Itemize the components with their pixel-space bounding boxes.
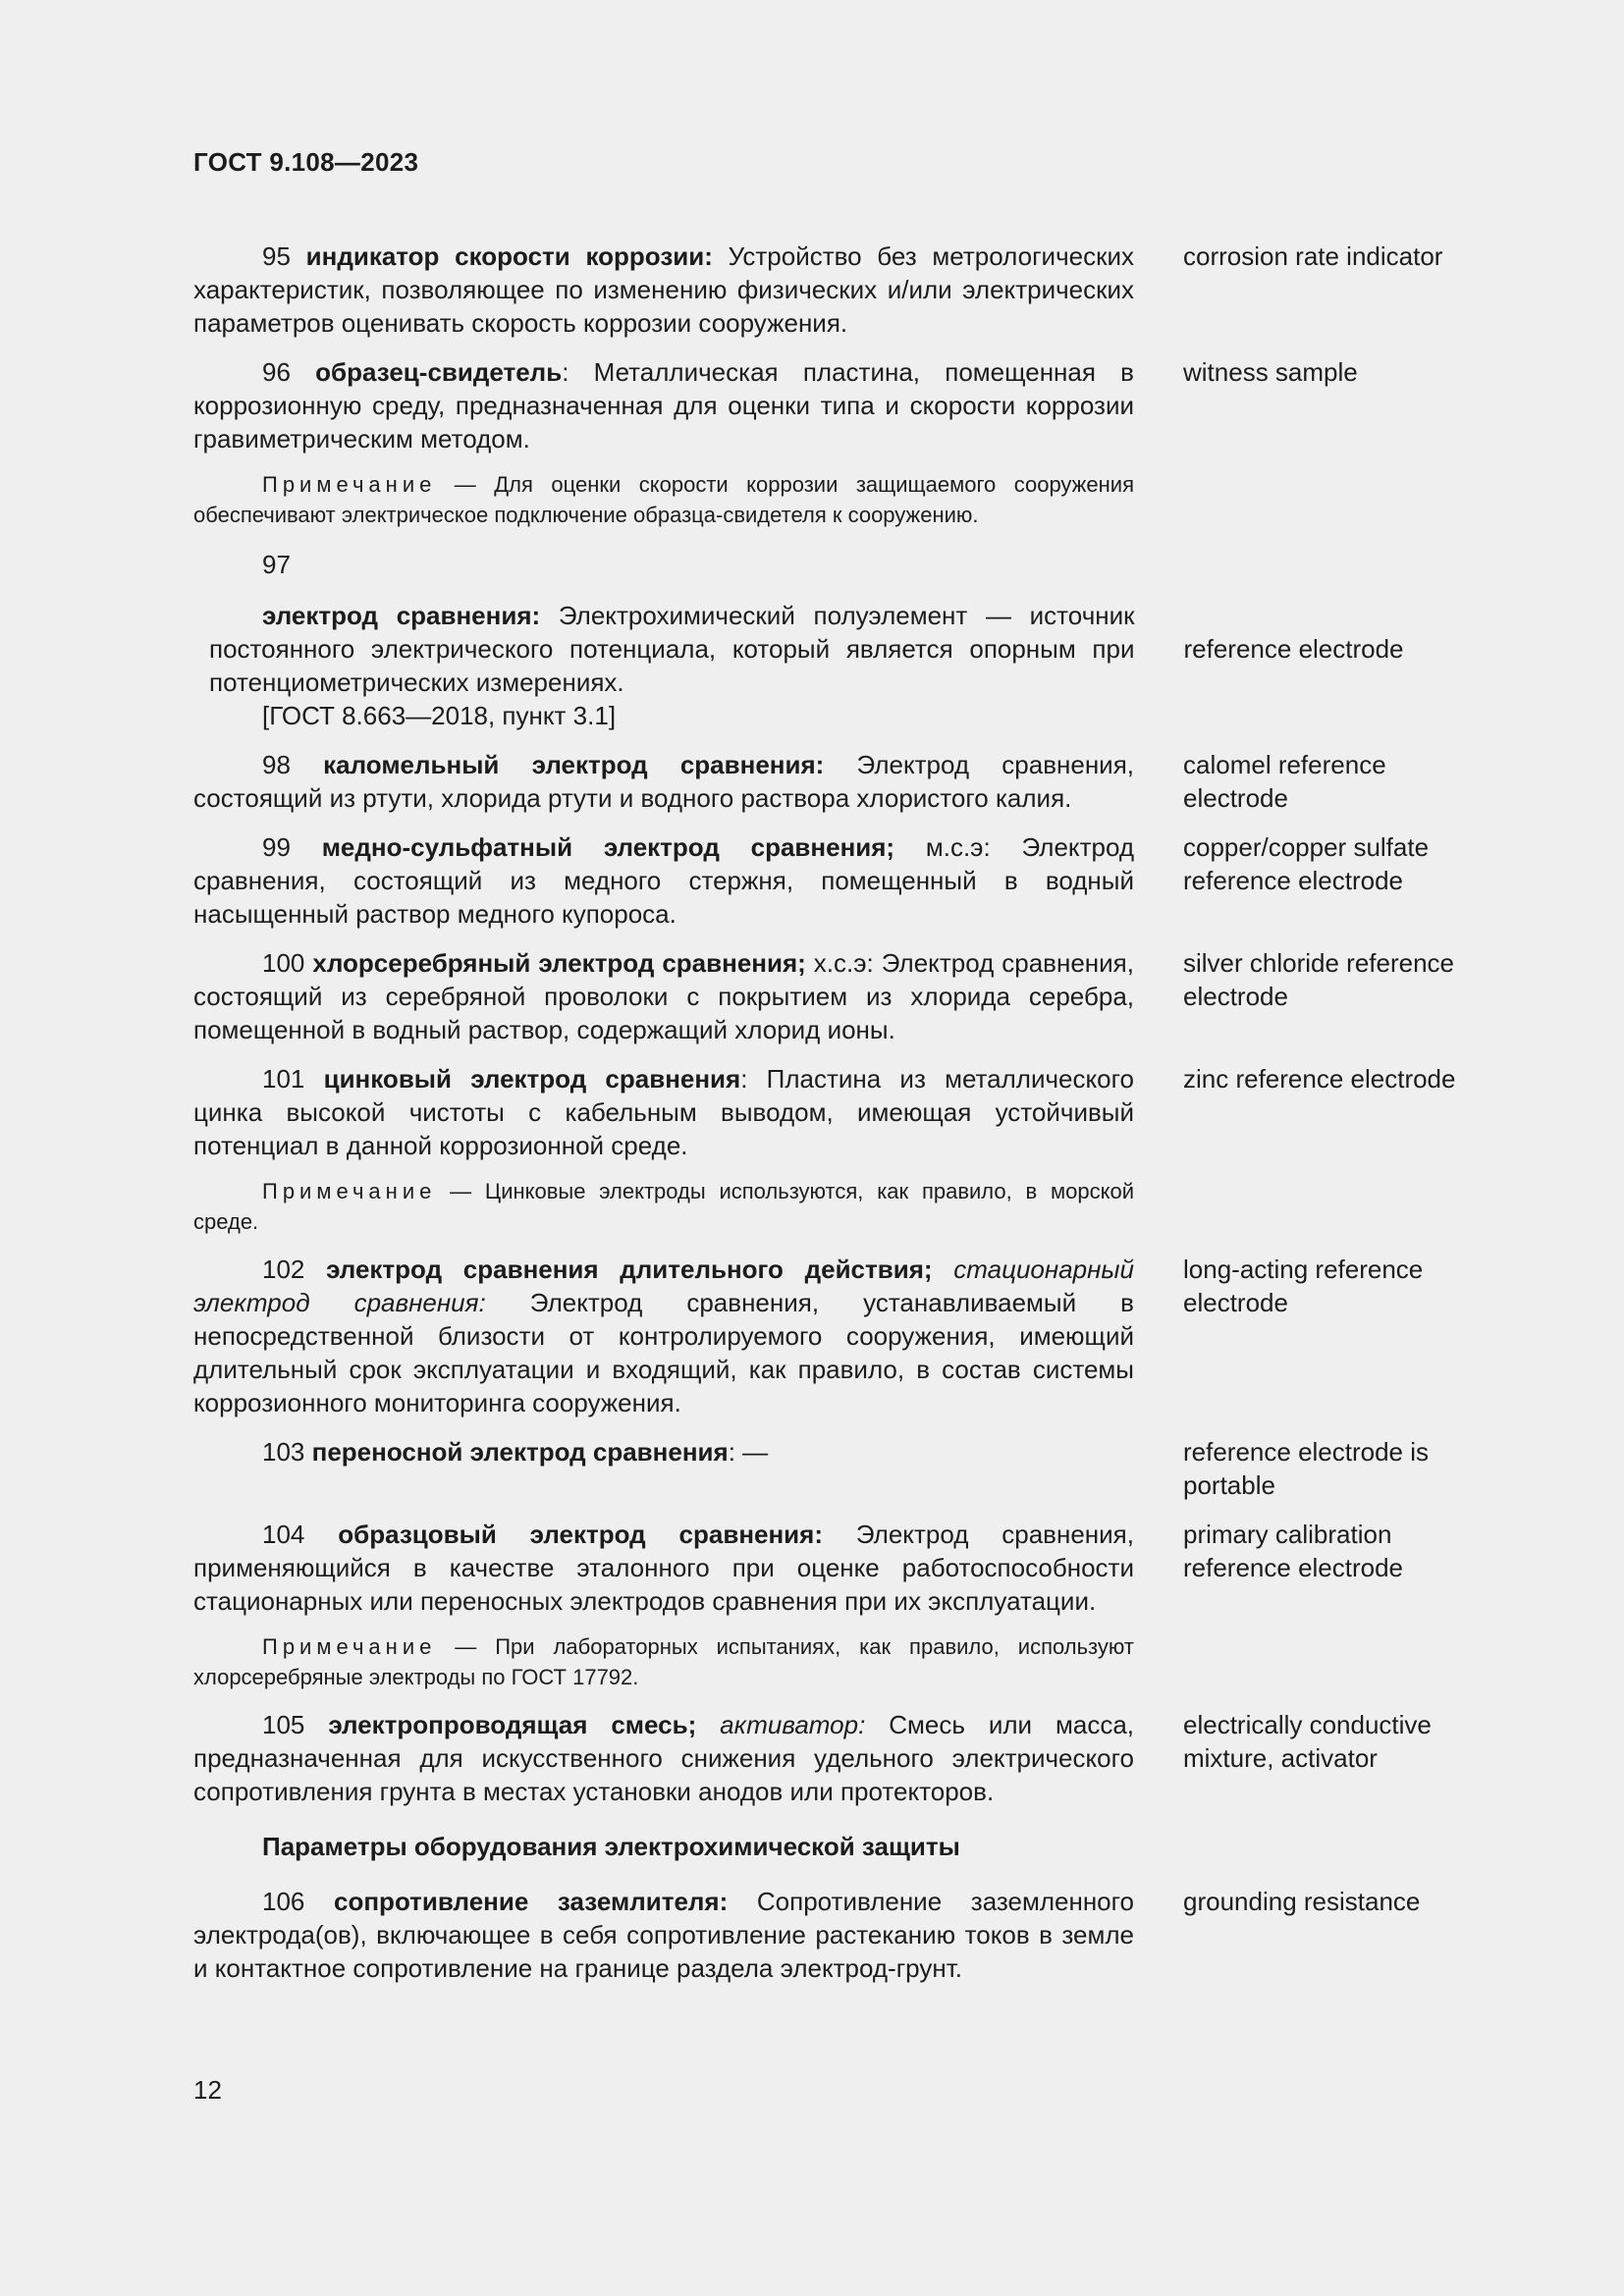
term-name: переносной электрод сравнения [311,1437,729,1467]
term-english: reference electrode [1183,634,1404,664]
term-entry-97 [193,599,1489,699]
term-english: reference electrode is portable [1183,1437,1430,1500]
term-english: electrically conductive mixture, activator [1183,1710,1432,1773]
term-name: электрод сравнения: [262,601,541,630]
document-header: ГОСТ 9.108—2023 [193,147,419,177]
term-entry-101 [193,1062,1489,1162]
term-entry-102 [193,1253,1489,1419]
term-definition: 98 каломельный электрод сравнения: Электрод сравнения, состоящий из ртути, хлорида ртути и водного раствора хлористого калия. [193,750,1135,813]
source-reference: [ГОСТ 8.663—2018, пункт 3.1] [262,701,617,730]
term-name: электрод сравнения длительного действия; [326,1255,933,1284]
note-label: Примечание [262,1634,437,1659]
note-96: Примечание — Для оценки скорости коррозии защищаемого сооружения обеспечивают электрическое подключение образца-свидетеля к сооружению. [193,472,1134,527]
term-english: grounding resistance [1183,1887,1421,1916]
term-entry-98 [193,748,1489,815]
term-definition: 105 электропроводящая смесь; активатор: Смесь или масса, предназначенная для искусственного снижения удельного электрического сопротивления грунта в местах установки анодов или протекторов. [193,1710,1135,1806]
term-name: медно-сульфатный электрод сравнения; [321,832,895,862]
term-english: corrosion rate indicator [1183,241,1443,271]
term-definition: 101 цинковый электрод сравнения: Пластина из металлического цинка высокой чистоты с кабельным выводом, имеющая устойчивый потенциал в данной коррозионной среде. [193,1064,1134,1160]
term-entry-103 [193,1435,1489,1502]
term-name: электропроводящая смесь; [328,1710,697,1739]
term-english: long-acting reference electrode [1183,1255,1424,1317]
term-synonym: активатор: [696,1710,866,1739]
term-name: образец-свидетель [315,357,563,387]
note-label: Примечание [262,472,437,497]
term-english: calomel reference electrode [1183,750,1386,813]
term-definition: 104 образцовый электрод сравнения: Электрод сравнения, применяющийся в качестве эталонного при оценке работоспособности стационарных или переносных электродов сравнения при их эксплуатации. [193,1520,1134,1616]
term-definition: электрод сравнения: Электрохимический полуэлемент — источник постоянного электрического потенциала, который является опорным при потенциометрических измерениях. [209,601,1135,697]
term-name: каломельный электрод сравнения: [323,750,825,779]
term-definition: 100 хлорсеребряный электрод сравнения; х.с.э: Электрод сравнения, состоящий из серебряной проволоки с покрытием из хлорида серебра, помещенной в водный раствор, содержащий хлорид ионы. [193,948,1134,1044]
term-entry-96 [193,355,1489,455]
term-entry-106 [193,1885,1489,1985]
note-101: Примечание — Цинковые электроды используются, как правило, в морской среде. [193,1179,1134,1234]
term-entry-100 [193,946,1489,1046]
page-number: 12 [193,2075,222,2105]
term-entry-95 [193,240,1489,340]
term-english: witness sample [1183,357,1358,387]
term-entry-105 [193,1708,1489,1808]
term-definition: 99 медно-сульфатный электрод сравнения; м.с.э: Электрод сравнения, состоящий из медного стержня, помещенный в водный насыщенный раствор медного купороса. [193,832,1134,929]
terms-list [193,240,1489,1985]
term-english: primary calibration reference electrode [1183,1520,1404,1582]
term-number-97: 97 [262,550,291,579]
term-name: индикатор скорости коррозии: [305,241,713,271]
term-english: zinc reference electrode [1183,1064,1456,1094]
term-synonym: стационарный электрод сравнения: [193,1255,1134,1317]
term-definition: 95 индикатор скорости коррозии: Устройство без метрологических характеристик, позволяющее по изменению физических и/или электрических параметров оценивать скорость коррозии сооружения. [193,241,1134,338]
term-entry-104 [193,1518,1489,1618]
term-english: copper/copper sulfate reference electrode [1183,832,1430,895]
term-definition: 96 образец-свидетель: Металлическая пластина, помещенная в коррозионную среду, предназначенная для оценки типа и скорости коррозии гравиметрическим методом. [193,357,1134,454]
term-definition: 103 переносной электрод сравнения: — [262,1437,769,1467]
section-heading: Параметры оборудования электрохимической защиты [262,1832,960,1861]
note-label: Примечание [262,1179,437,1203]
term-entry-99 [193,830,1489,931]
term-english: silver chloride reference electrode [1183,948,1455,1011]
note-104: Примечание — При лабораторных испытаниях, как правило, используют хлорсеребряные электроды по ГОСТ 17792. [193,1634,1134,1689]
term-name: сопротивление заземлителя: [334,1887,729,1916]
term-definition: 106 сопротивление заземлителя: Сопротивление заземленного электрода(ов), включающее в себя сопротивление растеканию токов в земле и контактное сопротивление на границе раздела электрод-грунт. [193,1887,1135,1983]
term-name: хлорсеребряный электрод сравнения; [312,948,806,978]
term-name: образцовый электрод сравнения: [338,1520,823,1549]
term-name: цинковый электрод сравнения [323,1064,741,1094]
term-definition: 102 электрод сравнения длительного действия; стационарный электрод сравнения: Электрод сравнения, устанавливаемый в непосредственной близости от контролируемого сооружения, имеющий длительный срок эксплуатации и входящий, как правило, в состав системы коррозионного мониторинга сооружения. [193,1255,1134,1417]
